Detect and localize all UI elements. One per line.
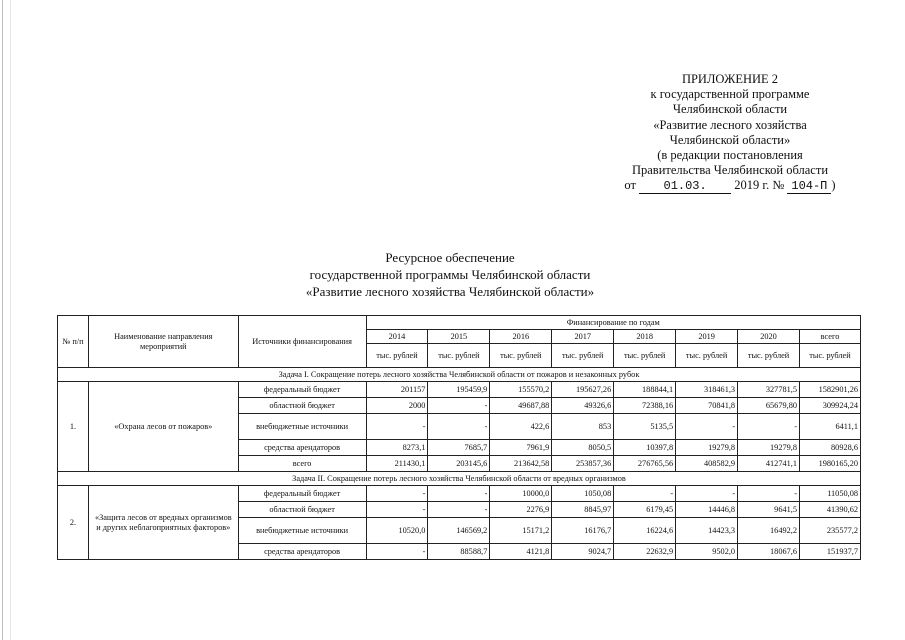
- header-unit: тыс. рублей: [552, 344, 614, 368]
- value-cell: 16224,6: [614, 518, 676, 544]
- value-cell: -: [738, 486, 800, 502]
- value-cell: -: [428, 398, 490, 414]
- value-cell: 49687,88: [490, 398, 552, 414]
- appendix-header: [590, 72, 870, 194]
- from-label: от: [624, 178, 636, 193]
- header-year: 2014: [366, 330, 428, 344]
- value-cell: -: [366, 486, 428, 502]
- closing-paren: ): [831, 178, 836, 193]
- source-cell: внебюджетные источники: [238, 518, 366, 544]
- header-year: 2020: [738, 330, 800, 344]
- value-cell: 19279,8: [676, 440, 738, 456]
- value-cell: 408582,9: [676, 456, 738, 472]
- value-cell: 10000,0: [490, 486, 552, 502]
- source-cell: всего: [238, 456, 366, 472]
- value-cell: 70841,8: [676, 398, 738, 414]
- financing-table: [57, 315, 861, 560]
- resolution-number: 104-П: [787, 180, 831, 194]
- value-cell: -: [366, 502, 428, 518]
- value-cell: -: [366, 414, 428, 440]
- header-unit: тыс. рублей: [614, 344, 676, 368]
- document-title: [170, 249, 730, 300]
- header-num: № п/п: [58, 316, 89, 368]
- header-row: [58, 316, 861, 330]
- value-cell: 14446,8: [676, 502, 738, 518]
- header-year: 2015: [428, 330, 490, 344]
- value-cell: 9641,5: [738, 502, 800, 518]
- header-year: 2018: [614, 330, 676, 344]
- header-name: Наименование направления мероприятий: [88, 316, 238, 368]
- total-cell: 11050,08: [800, 486, 861, 502]
- total-cell: 151937,7: [800, 544, 861, 560]
- value-cell: 10397,8: [614, 440, 676, 456]
- appendix-line: Челябинской области»: [669, 132, 791, 147]
- source-cell: областной бюджет: [238, 502, 366, 518]
- value-cell: 1050,08: [552, 486, 614, 502]
- source-cell: федеральный бюджет: [238, 486, 366, 502]
- value-cell: 201157: [366, 382, 428, 398]
- table-row: [58, 382, 861, 398]
- header-unit: тыс. рублей: [676, 344, 738, 368]
- value-cell: 7961,9: [490, 440, 552, 456]
- total-cell: 235577,2: [800, 518, 861, 544]
- value-cell: 2000: [366, 398, 428, 414]
- resolution-reference: [590, 178, 870, 194]
- value-cell: 412741,1: [738, 456, 800, 472]
- header-unit: тыс. рублей: [428, 344, 490, 368]
- total-cell: 41390,62: [800, 502, 861, 518]
- value-cell: 276765,56: [614, 456, 676, 472]
- appendix-line: к государственной программе: [650, 87, 810, 102]
- source-cell: федеральный бюджет: [238, 382, 366, 398]
- value-cell: 195459,9: [428, 382, 490, 398]
- header-year: 2017: [552, 330, 614, 344]
- task-row: [58, 368, 861, 382]
- value-cell: 203145,6: [428, 456, 490, 472]
- value-cell: 195627,26: [552, 382, 614, 398]
- value-cell: 18067,6: [738, 544, 800, 560]
- value-cell: 8273,1: [366, 440, 428, 456]
- task-row: [58, 472, 861, 486]
- value-cell: 211430,1: [366, 456, 428, 472]
- value-cell: -: [428, 502, 490, 518]
- table-row: [58, 486, 861, 502]
- total-cell: 6411,1: [800, 414, 861, 440]
- header-financing-by-years: Финансирование по годам: [366, 316, 861, 330]
- header-unit: тыс. рублей: [490, 344, 552, 368]
- total-cell: 1582901,26: [800, 382, 861, 398]
- appendix-line: Челябинской области: [672, 102, 788, 117]
- task-2-title: Задача II. Сокращение потерь лесного хозяйства Челябинской области от вредных организмов: [58, 472, 861, 486]
- header-year: 2016: [490, 330, 552, 344]
- value-cell: 327781,5: [738, 382, 800, 398]
- value-cell: 16492,2: [738, 518, 800, 544]
- value-cell: 7685,7: [428, 440, 490, 456]
- task-1-title: Задача I. Сокращение потерь лесного хозяйства Челябинской области от пожаров и незаконных рубок: [58, 368, 861, 382]
- header-unit: тыс. рублей: [366, 344, 428, 368]
- total-cell: 309924,24: [800, 398, 861, 414]
- header-unit: тыс. рублей: [738, 344, 800, 368]
- total-cell: 80928,6: [800, 440, 861, 456]
- value-cell: 14423,3: [676, 518, 738, 544]
- value-cell: 49326,6: [552, 398, 614, 414]
- appendix-line: Правительства Челябинской области: [631, 163, 829, 178]
- resolution-date: 01.03.: [639, 180, 731, 194]
- header-unit: тыс. рублей: [800, 344, 861, 368]
- value-cell: -: [738, 414, 800, 440]
- value-cell: 6179,45: [614, 502, 676, 518]
- header-source: Источники финансирования: [238, 316, 366, 368]
- group-1-number: 1.: [58, 382, 89, 472]
- value-cell: 318461,3: [676, 382, 738, 398]
- value-cell: 253857,36: [552, 456, 614, 472]
- value-cell: 88588,7: [428, 544, 490, 560]
- group-1-name: «Охрана лесов от пожаров»: [88, 382, 238, 472]
- appendix-line: (в редакции постановления: [657, 148, 803, 163]
- appendix-title: ПРИЛОЖЕНИЕ 2: [681, 72, 779, 86]
- value-cell: -: [676, 414, 738, 440]
- value-cell: 16176,7: [552, 518, 614, 544]
- value-cell: 155570,2: [490, 382, 552, 398]
- value-cell: 9024,7: [552, 544, 614, 560]
- source-cell: областной бюджет: [238, 398, 366, 414]
- value-cell: 72388,16: [614, 398, 676, 414]
- value-cell: 22632,9: [614, 544, 676, 560]
- source-cell: средства арендаторов: [238, 544, 366, 560]
- value-cell: -: [676, 486, 738, 502]
- value-cell: 8050,5: [552, 440, 614, 456]
- header-year: 2019: [676, 330, 738, 344]
- total-cell: 1980165,20: [800, 456, 861, 472]
- value-cell: 5135,5: [614, 414, 676, 440]
- value-cell: 8845,97: [552, 502, 614, 518]
- value-cell: -: [428, 486, 490, 502]
- value-cell: 9502,0: [676, 544, 738, 560]
- source-cell: внебюджетные источники: [238, 414, 366, 440]
- value-cell: 19279,8: [738, 440, 800, 456]
- value-cell: 4121,8: [490, 544, 552, 560]
- value-cell: 188844,1: [614, 382, 676, 398]
- value-cell: 213642,58: [490, 456, 552, 472]
- value-cell: 853: [552, 414, 614, 440]
- value-cell: 65679,80: [738, 398, 800, 414]
- value-cell: -: [366, 544, 428, 560]
- value-cell: -: [614, 486, 676, 502]
- value-cell: 2276,9: [490, 502, 552, 518]
- group-2-name: «Защита лесов от вредных организмов и других неблагоприятных факторов»: [88, 486, 238, 560]
- title-line: государственной программы Челябинской области: [309, 267, 591, 282]
- group-2-number: 2.: [58, 486, 89, 560]
- source-cell: средства арендаторов: [238, 440, 366, 456]
- value-cell: 146569,2: [428, 518, 490, 544]
- scan-margin-line-faint: [10, 0, 11, 640]
- appendix-line: «Развитие лесного хозяйства: [653, 117, 807, 132]
- scan-margin-line: [2, 0, 3, 640]
- title-line: «Развитие лесного хозяйства Челябинской области»: [305, 284, 595, 299]
- value-cell: 15171,2: [490, 518, 552, 544]
- title-line: Ресурсное обеспечение: [385, 250, 515, 265]
- value-cell: 422,6: [490, 414, 552, 440]
- value-cell: 10520,0: [366, 518, 428, 544]
- value-cell: -: [428, 414, 490, 440]
- resolution-year: 2019 г. №: [734, 178, 785, 193]
- header-total: всего: [800, 330, 861, 344]
